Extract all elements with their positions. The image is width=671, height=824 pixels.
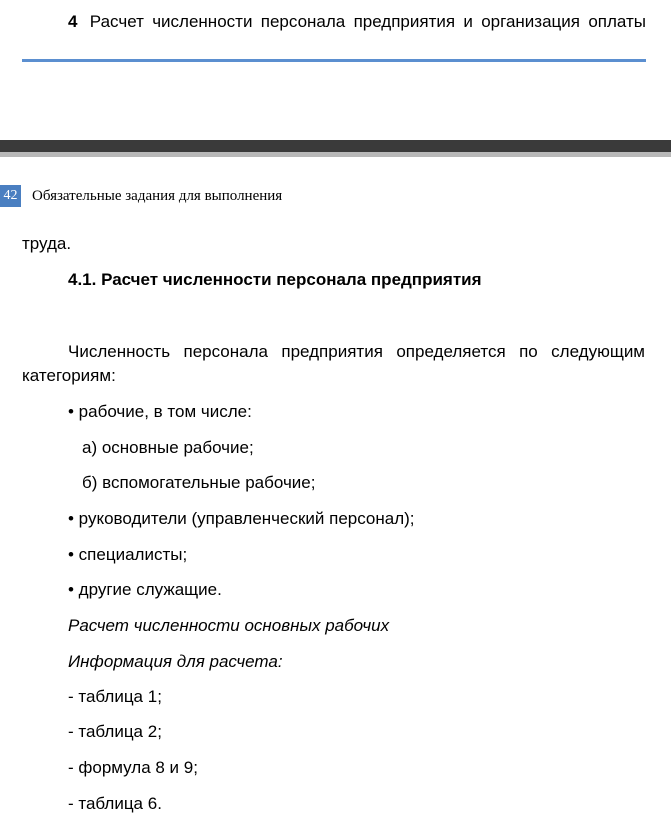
page-number-badge: 42 [0,185,21,207]
italic-subheading: Расчет численности основных рабочих [68,616,390,635]
italic-subheading: Информация для расчета: [68,652,283,671]
chapter-heading [68,10,646,34]
list-item: б) вспомогательные рабочие; [82,473,316,492]
reference-item: - формула 8 и 9; [68,758,198,777]
paragraph-line-2: категориям: [22,366,116,385]
chapter-title: Расчет численности персонала предприятия и организация оплаты [89,12,646,31]
heading-rule [22,59,646,62]
chapter-number: 4 [68,12,78,31]
section-title: 4.1. Расчет численности персонала предприятия [68,270,482,289]
running-head: Обязательные задания для выполнения [32,188,283,204]
list-item: • руководители (управленческий персонал); [68,509,415,528]
reference-item: - таблица 1; [68,687,162,706]
page-break-band [0,140,671,152]
page-break-band-shadow [0,152,671,157]
reference-item: - таблица 6. [68,794,162,813]
list-item: • другие служащие. [68,580,222,599]
continuation-text: труда. [22,234,72,253]
list-item: а) основные рабочие; [82,438,254,457]
reference-item: - таблица 2; [68,722,162,741]
list-item: • рабочие, в том числе: [68,402,252,421]
paragraph-line-1: Численность персонала предприятия определяется по следующим [68,342,645,361]
list-item: • специалисты; [68,545,188,564]
